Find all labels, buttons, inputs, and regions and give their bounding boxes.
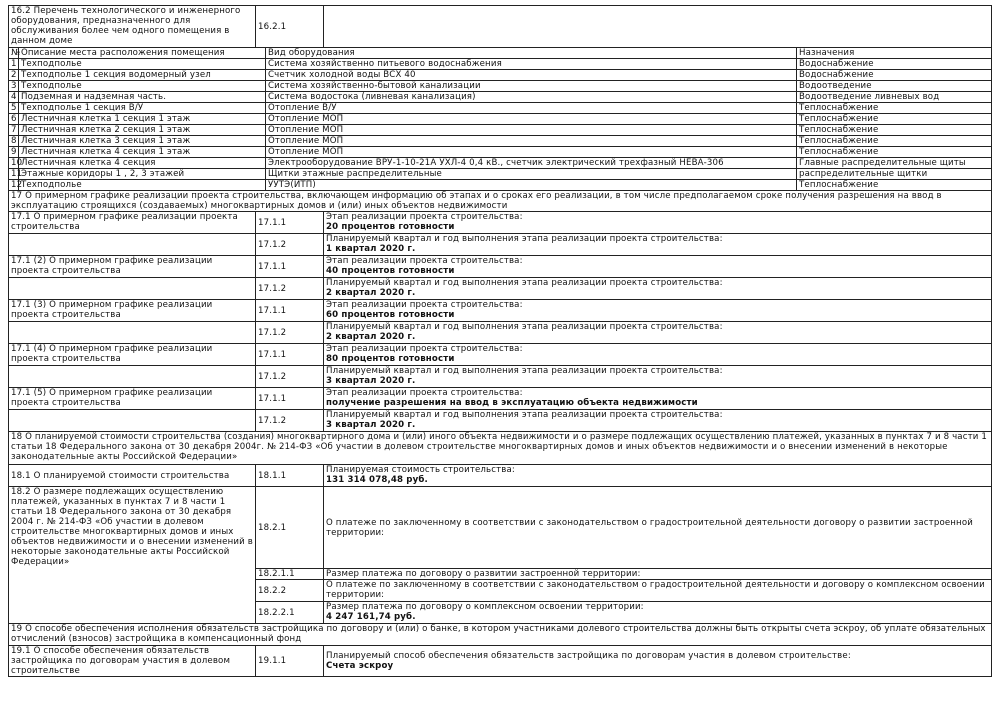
section-18-1-row	[9, 465, 992, 487]
section-18-1-1-cell	[324, 465, 992, 487]
equipment-header-type: Вид оборудования	[266, 48, 797, 59]
equipment-place: Техподполье	[19, 180, 266, 191]
stage-row	[9, 344, 992, 366]
stage-code: 17.1.1	[256, 212, 324, 234]
stage-quarter-value: 3 квартал 2020 г.	[326, 376, 416, 386]
stage-quarter-text: Планируемый квартал и год выполнения этапа реализации проекта строительства:	[326, 366, 723, 376]
section-18-2-row	[9, 487, 992, 569]
section-18-2-2-1-value: 4 247 161,74 руб.	[326, 612, 416, 622]
equipment-num: 3	[9, 81, 19, 92]
equipment-place: Этажные коридоры 1 , 2, 3 этажей	[19, 169, 266, 180]
equipment-type: Отопление МОП	[266, 125, 797, 136]
equipment-row	[9, 180, 992, 191]
section-16-2-value	[324, 6, 992, 48]
equipment-num: 11	[9, 169, 19, 180]
section-18-2-2-1-code: 18.2.2.1	[256, 602, 324, 624]
stage-row	[9, 388, 992, 410]
stage-code: 17.1.1	[256, 344, 324, 366]
stage-label-empty	[9, 234, 256, 256]
stage-label: 17.1 О примерном графике реализации проекта строительства	[9, 212, 256, 234]
equipment-place: Техподполье	[19, 81, 266, 92]
equipment-header-num: №	[9, 48, 19, 59]
stage-quarter-row	[9, 366, 992, 388]
stage-quarter-row	[9, 322, 992, 344]
stage-label: 17.1 (2) О примерном графике реализации проекта строительства	[9, 256, 256, 278]
equipment-num: 4	[9, 92, 19, 103]
stage-quarter-row	[9, 234, 992, 256]
equipment-purpose: распределительные щитки	[797, 169, 992, 180]
stage-label-empty	[9, 322, 256, 344]
stage-value: получение разрешения на ввод в эксплуатацию объекта недвижимости	[326, 398, 698, 408]
equipment-num: 9	[9, 147, 19, 158]
equipment-row	[9, 81, 992, 92]
equipment-purpose: Водоотведение	[797, 81, 992, 92]
section-18-1-label: 18.1 О планируемой стоимости строительства	[9, 465, 256, 487]
stage-text: Этап реализации проекта строительства:	[326, 300, 523, 310]
stage-label: 17.1 (3) О примерном графике реализации проекта строительства	[9, 300, 256, 322]
stage-quarter-row	[9, 410, 992, 432]
equipment-purpose: Теплоснабжение	[797, 147, 992, 158]
stage-quarter-value: 2 квартал 2020 г.	[326, 332, 416, 342]
stage-quarter-row	[9, 278, 992, 300]
stage-cell	[324, 212, 992, 234]
section-16-2-row	[9, 6, 992, 48]
stage-code: 17.1.1	[256, 256, 324, 278]
section-16-2-table	[8, 5, 992, 48]
stage-cell	[324, 256, 992, 278]
equipment-type: Отопление МОП	[266, 147, 797, 158]
stage-quarter-text: Планируемый квартал и год выполнения этапа реализации проекта строительства:	[326, 410, 723, 420]
stage-text: Этап реализации проекта строительства:	[326, 256, 523, 266]
equipment-place: Лестничная клетка 2 секция 1 этаж	[19, 125, 266, 136]
stage-value: 60 процентов готовности	[326, 310, 455, 320]
stage-quarter-cell	[324, 410, 992, 432]
stage-code: 17.1.1	[256, 388, 324, 410]
equipment-header-row	[9, 48, 992, 59]
equipment-type: Счетчик холодной воды ВСХ 40	[266, 70, 797, 81]
equipment-type: Отопление МОП	[266, 136, 797, 147]
equipment-type: Отопление МОП	[266, 114, 797, 125]
equipment-body	[9, 59, 992, 191]
stage-quarter-value: 1 квартал 2020 г.	[326, 244, 416, 254]
equipment-place: Лестничная клетка 1 секция 1 этаж	[19, 114, 266, 125]
section-16-2-label: 16.2 Перечень технологического и инженерного оборудования, предназначенного для обслуживания более чем одного помещения в данном доме	[9, 6, 256, 48]
equipment-purpose: Теплоснабжение	[797, 125, 992, 136]
equipment-type: Отопление В/У	[266, 103, 797, 114]
stage-quarter-code: 17.1.2	[256, 278, 324, 300]
equipment-row	[9, 92, 992, 103]
equipment-place: Подземная и надземная часть.	[19, 92, 266, 103]
equipment-place: Техподполье 1 секция В/У	[19, 103, 266, 114]
stage-text: Этап реализации проекта строительства:	[326, 344, 523, 354]
stage-code: 17.1.1	[256, 300, 324, 322]
equipment-type: Система хозяйственно питьевого водоснабжения	[266, 59, 797, 70]
equipment-num: 2	[9, 70, 19, 81]
stage-cell	[324, 344, 992, 366]
equipment-row	[9, 125, 992, 136]
equipment-num: 5	[9, 103, 19, 114]
equipment-num: 7	[9, 125, 19, 136]
stage-row	[9, 300, 992, 322]
section-18-1-1-code: 18.1.1	[256, 465, 324, 487]
section-19-1-1-code: 19.1.1	[256, 646, 324, 677]
section-18-2-2-code: 18.2.2	[256, 580, 324, 602]
section-18-2-1-code: 18.2.1	[256, 487, 324, 569]
stage-quarter-code: 17.1.2	[256, 410, 324, 432]
equipment-num: 12	[9, 180, 19, 191]
stage-row	[9, 256, 992, 278]
equipment-purpose: Главные распределительные щиты	[797, 158, 992, 169]
stages-body	[9, 212, 992, 432]
equipment-row	[9, 103, 992, 114]
equipment-place: Техподполье 1 секция водомерный узел	[19, 70, 266, 81]
equipment-purpose: Теплоснабжение	[797, 180, 992, 191]
section-19-1-1-value: Счета эскроу	[326, 661, 394, 671]
equipment-type: Система хозяйственно-бытовой канализации	[266, 81, 797, 92]
section-16-2-code: 16.2.1	[256, 6, 324, 48]
section-18-2-2-text: О платеже по заключенному в соответствии с законодательством о градостроительной деятельности и договору о комплексном освоении территории:	[324, 580, 992, 602]
section-19-1-label: 19.1 О способе обеспечения обязательств застройщика по договорам участия в долевом строительстве	[9, 646, 256, 677]
section-18-1-1-text: Планируемая стоимость строительства:	[326, 465, 515, 475]
stage-cell	[324, 388, 992, 410]
section-18-header: 18 О планируемой стоимости строительства (создания) многоквартирного дома и (или) иного объекта недвижимости и о размере подлежащих осуществлению платежей, указанных в пунктах 7 и 8 части 1 статьи 18 Федерального закона от 30 декабря 2004г. № 214-ФЗ «Об участии в долевом строительстве многоквартирных домов и иных объектов недвижимости и о внесении изменений в некоторые законодательные акты Российской Федерации»	[9, 432, 992, 465]
main-table	[8, 211, 992, 677]
stage-text: Этап реализации проекта строительства:	[326, 388, 523, 398]
stage-label-empty	[9, 278, 256, 300]
equipment-place: Лестничная клетка 3 секция 1 этаж	[19, 136, 266, 147]
equipment-place: Техподполье	[19, 59, 266, 70]
stage-quarter-cell	[324, 366, 992, 388]
equipment-row	[9, 70, 992, 81]
stage-quarter-code: 17.1.2	[256, 322, 324, 344]
equipment-num: 10	[9, 158, 19, 169]
equipment-type: Щитки этажные распределительные	[266, 169, 797, 180]
stage-cell	[324, 300, 992, 322]
stage-label: 17.1 (5) О примерном графике реализации проекта строительства	[9, 388, 256, 410]
section-18-2-1-text: О платеже по заключенному в соответствии с законодательством о градостроительной деятельности договору о развитии застроенной территории:	[324, 487, 992, 569]
stage-value: 20 процентов готовности	[326, 222, 455, 232]
equipment-row	[9, 147, 992, 158]
section-19-header-row	[9, 624, 992, 646]
section-18-2-2-1-text: Размер платежа по договору о комплексном освоении территории:	[326, 602, 644, 612]
equipment-row	[9, 114, 992, 125]
equipment-type: Электрооборудование ВРУ-1-10-21А УХЛ-4 0,4 кВ., счетчик электрический трехфазный НЕВА-306	[266, 158, 797, 169]
stage-quarter-code: 17.1.2	[256, 366, 324, 388]
section-19-1-1-text: Планируемый способ обеспечения обязательств застройщика по договорам участия в долевом строительстве:	[326, 651, 851, 661]
equipment-purpose: Теплоснабжение	[797, 114, 992, 125]
equipment-row	[9, 169, 992, 180]
section-18-2-2-1-cell	[324, 602, 992, 624]
stage-quarter-cell	[324, 322, 992, 344]
stage-quarter-text: Планируемый квартал и год выполнения этапа реализации проекта строительства:	[326, 322, 723, 332]
equipment-header-place: Описание места расположения помещения	[19, 48, 266, 59]
stage-row	[9, 212, 992, 234]
stage-value: 40 процентов готовности	[326, 266, 455, 276]
equipment-table	[8, 47, 992, 191]
stage-quarter-value: 2 квартал 2020 г.	[326, 288, 416, 298]
section-18-header-row	[9, 432, 992, 465]
section-17-header-table	[8, 190, 992, 212]
stage-label: 17.1 (4) О примерном графике реализации проекта строительства	[9, 344, 256, 366]
equipment-purpose: Водоснабжение	[797, 70, 992, 81]
stage-quarter-cell	[324, 234, 992, 256]
equipment-num: 6	[9, 114, 19, 125]
stage-quarter-code: 17.1.2	[256, 234, 324, 256]
section-18-2-1-1-text: Размер платежа по договору о развитии застроенной территории:	[324, 569, 992, 580]
equipment-type: УУТЭ(ИТП)	[266, 180, 797, 191]
equipment-num: 1	[9, 59, 19, 70]
equipment-purpose: Водоотведение ливневых вод	[797, 92, 992, 103]
section-18-2-1-1-code: 18.2.1.1	[256, 569, 324, 580]
equipment-type: Система водостока (ливневая канализация)	[266, 92, 797, 103]
section-19-1-1-cell	[324, 646, 992, 677]
document	[8, 5, 992, 677]
stage-text: Этап реализации проекта строительства:	[326, 212, 523, 222]
section-18-1-1-value: 131 314 078,48 руб.	[326, 475, 428, 485]
equipment-row	[9, 136, 992, 147]
stage-label-empty	[9, 410, 256, 432]
section-19-header: 19 О способе обеспечения исполнения обязательств застройщика по договору и (или) о банке, в котором участниками долевого строительства должны быть открыты счета эскроу, об уплате обязательных отчислений (взносов) застройщика в компенсационный фонд	[9, 624, 992, 646]
equipment-purpose: Теплоснабжение	[797, 136, 992, 147]
equipment-purpose: Водоснабжение	[797, 59, 992, 70]
section-19-1-row	[9, 646, 992, 677]
stage-quarter-text: Планируемый квартал и год выполнения этапа реализации проекта строительства:	[326, 234, 723, 244]
section-18-2-label: 18.2 О размере подлежащих осуществлению платежей, указанных в пунктах 7 и 8 части 1 статьи 18 Федерального закона от 30 декабря 2004 г. № 214-ФЗ «Об участии в долевом строительстве многоквартирных домов и иных объектов недвижимости и о внесении изменений в некоторые законодательные акты Российской Федерации»	[9, 487, 256, 624]
section-17-header: 17 О примерном графике реализации проекта строительства, включающем информацию об этапах и о сроках его реализации, в том числе предполагаемом сроке получения разрешения на ввод в эксплуатацию строящихся (создаваемых) многоквартирных домов и (или) иных объектов недвижимости	[9, 191, 992, 212]
equipment-row	[9, 59, 992, 70]
stage-quarter-cell	[324, 278, 992, 300]
equipment-purpose: Теплоснабжение	[797, 103, 992, 114]
equipment-num: 8	[9, 136, 19, 147]
equipment-row	[9, 158, 992, 169]
stage-quarter-value: 3 квартал 2020 г.	[326, 420, 416, 430]
stage-label-empty	[9, 366, 256, 388]
stage-quarter-text: Планируемый квартал и год выполнения этапа реализации проекта строительства:	[326, 278, 723, 288]
equipment-place: Лестничная клетка 4 секция 1 этаж	[19, 147, 266, 158]
stage-value: 80 процентов готовности	[326, 354, 455, 364]
equipment-header-purpose: Назначения	[797, 48, 992, 59]
equipment-place: Лестничная клетка 4 секция	[19, 158, 266, 169]
